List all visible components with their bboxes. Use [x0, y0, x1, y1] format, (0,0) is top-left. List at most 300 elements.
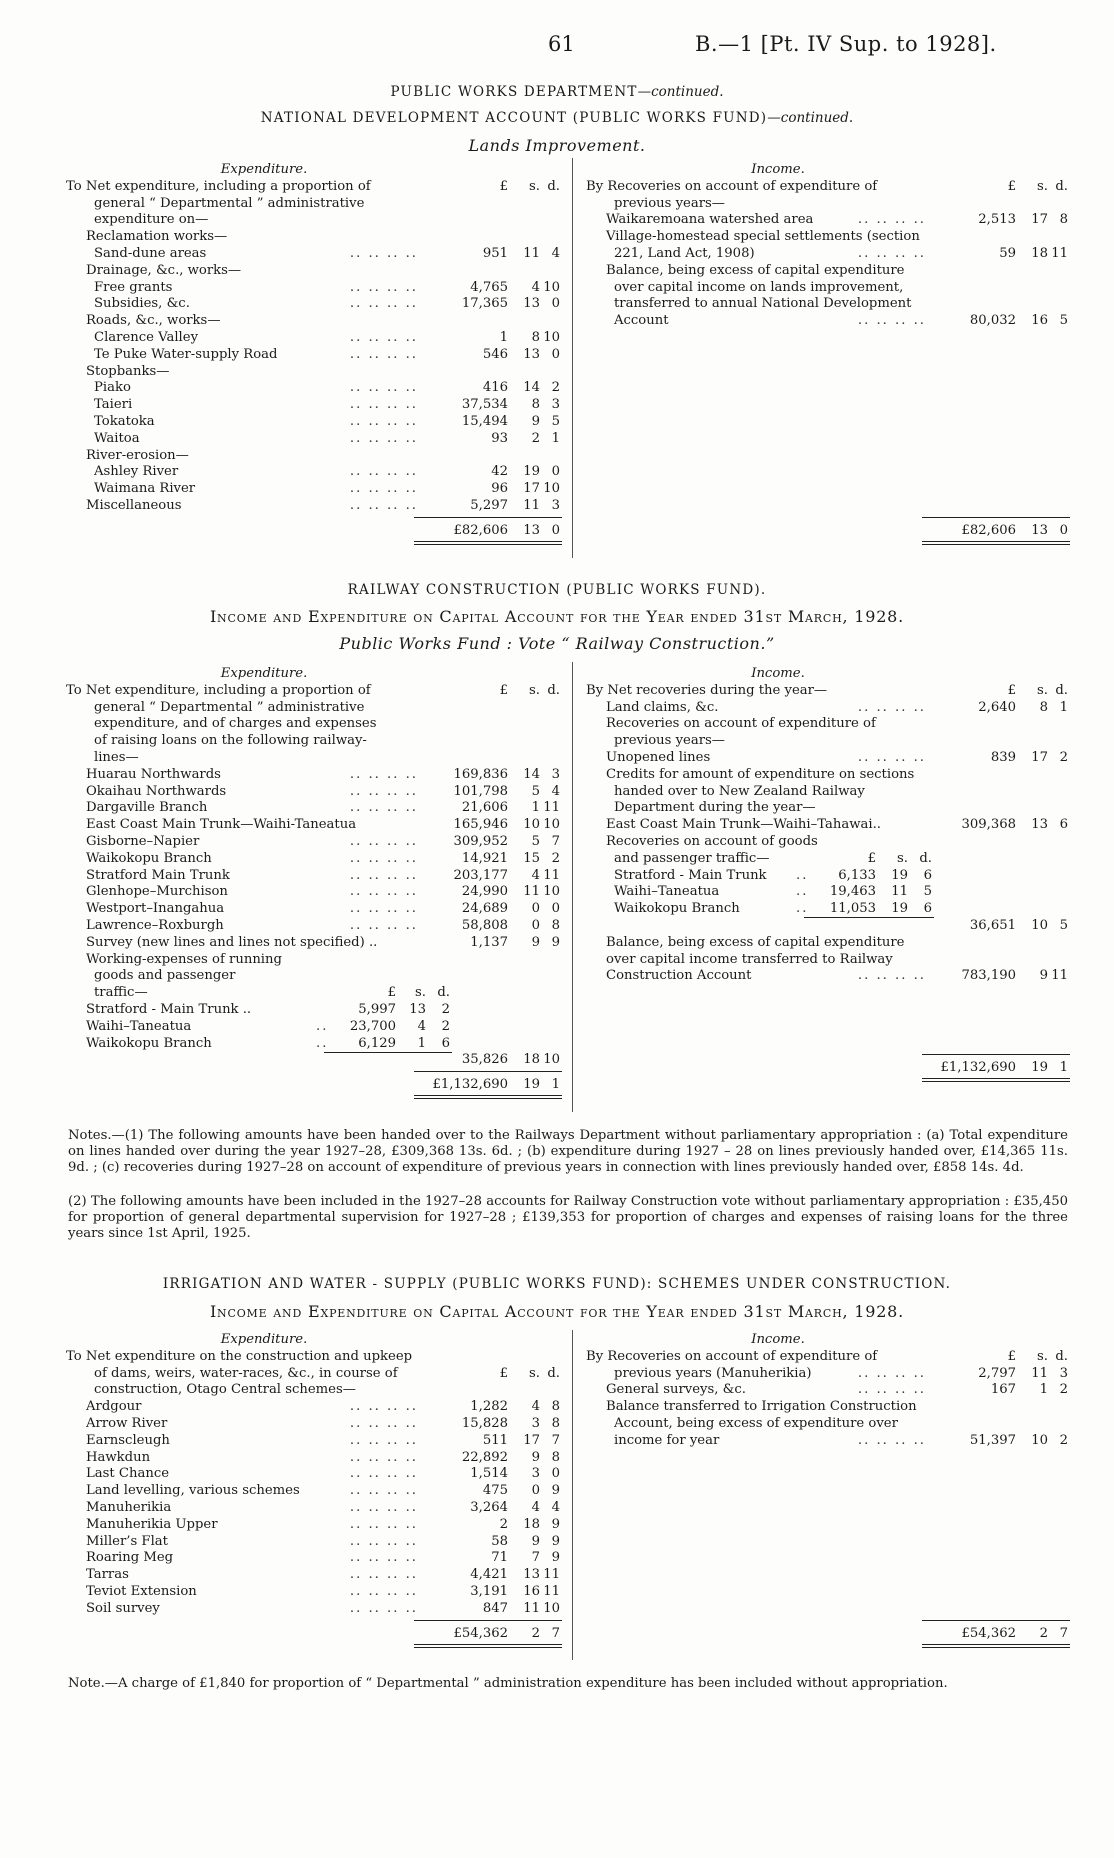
amount-shillings: 9	[531, 1533, 540, 1549]
total-shillings: 13	[523, 522, 540, 538]
amount-pounds: 58	[491, 1533, 508, 1549]
line-label: handed over to New Zealand Railway	[614, 783, 865, 799]
leader-dots: .. .. .. ..	[349, 397, 418, 413]
amount-pence: 10	[543, 817, 560, 833]
pence-header: d.	[1055, 178, 1068, 194]
line-label: lines—	[94, 749, 139, 765]
line-label: 221, Land Act, 1908)	[614, 245, 755, 261]
spacer	[586, 380, 1076, 397]
line-label: Stratford - Main Trunk ..	[86, 1001, 252, 1017]
amount-pence: 11	[1051, 968, 1068, 984]
section2-heading: RAILWAY CONSTRUCTION (PUBLIC WORKS FUND).	[347, 582, 767, 598]
line-label: previous years—	[614, 195, 725, 211]
expenditure-line	[66, 683, 566, 700]
expenditure-line	[66, 1534, 566, 1551]
line-label: Miller’s Flat	[86, 1533, 168, 1549]
amount-shillings: 17	[1031, 212, 1048, 228]
shilling-header: s.	[529, 682, 540, 698]
amount-pence: 9	[551, 1516, 560, 1532]
line-label: general “ Departmental ” administrative	[94, 699, 365, 715]
leader-dots: .. .. .. ..	[857, 1382, 926, 1398]
total-double-rule	[414, 1095, 562, 1099]
shilling-header: s.	[529, 178, 540, 194]
amount-pounds: 71	[491, 1550, 508, 1566]
total-shillings: 2	[531, 1625, 540, 1641]
total-pence: 7	[1059, 1625, 1068, 1641]
total-double-rule	[922, 1078, 1070, 1082]
amount-pence: 9	[551, 1533, 560, 1549]
line-label: Ardgour	[86, 1399, 142, 1415]
income-line	[586, 1366, 1076, 1383]
pound-header: £	[1007, 682, 1016, 698]
amount-pence: 3	[551, 766, 560, 782]
leader-dots: .. .. .. ..	[349, 917, 418, 933]
leader-dots: .. .. .. ..	[349, 1567, 418, 1583]
amount-pence: 9	[551, 1483, 560, 1499]
line-label: of dams, weirs, water-races, &c., in course of	[94, 1365, 398, 1381]
leader-dots: ..	[316, 1018, 329, 1034]
section1-heading: PUBLIC WORKS DEPARTMENT—continued.	[390, 84, 724, 100]
leader-dots: .. .. .. ..	[349, 1449, 418, 1465]
pound-header: £	[1007, 178, 1016, 194]
amount-pence: 10	[543, 1600, 560, 1616]
line-label: By Net recoveries during the year—	[586, 682, 828, 698]
amount-shillings: 4	[531, 1399, 540, 1415]
spacer	[586, 1517, 1076, 1534]
amount-shillings: 17	[523, 1432, 540, 1448]
amount-pence: 2	[1059, 1432, 1068, 1448]
line-label: Huarau Northwards	[86, 766, 221, 782]
income-line	[586, 1382, 1076, 1399]
partial-shillings: 1	[417, 1035, 426, 1051]
leader-dots: .. .. .. ..	[349, 1550, 418, 1566]
partial-pence: 2	[441, 1001, 450, 1017]
expenditure-line	[66, 1399, 566, 1416]
income-total	[586, 1058, 1076, 1078]
line-label: To Net expenditure on the construction and upkeep	[66, 1348, 413, 1364]
line-label: transferred to annual National Development	[614, 296, 912, 312]
expenditure-line	[66, 1382, 566, 1399]
line-label: of raising loans on the following railway-	[94, 733, 367, 749]
amount-pence: 11	[543, 800, 560, 816]
line-label: East Coast Main Trunk—Waihi–Tahawai..	[606, 817, 881, 833]
income-line	[586, 834, 1076, 851]
income-line	[586, 901, 1076, 918]
amount-pounds: 35,826	[461, 1052, 508, 1068]
amount-pence: 3	[551, 397, 560, 413]
income-line	[586, 918, 1076, 935]
amount-shillings: 9	[531, 1449, 540, 1465]
expenditure-line	[66, 498, 566, 515]
expenditure-line	[66, 414, 566, 431]
expenditure-total	[66, 521, 566, 541]
amount-shillings: 0	[531, 917, 540, 933]
expenditure-line	[66, 1052, 566, 1069]
income-line	[586, 263, 1076, 280]
partial-shillings: 13	[409, 1001, 426, 1017]
amount-pence: 11	[543, 867, 560, 883]
amount-pounds: 4,421	[470, 1567, 508, 1583]
spacer	[586, 1584, 1076, 1601]
total-double-rule	[922, 1644, 1070, 1648]
section2-title: Public Works Fund : Vote “ Railway Construction.”	[339, 634, 775, 653]
line-label: By Recoveries on account of expenditure of	[586, 178, 878, 194]
shilling-header: s.	[529, 1365, 540, 1381]
income-line	[586, 683, 1076, 700]
amount-shillings: 18	[523, 1052, 540, 1068]
line-label: Tarras	[86, 1567, 129, 1583]
expenditure-line	[66, 784, 566, 801]
spacer	[586, 414, 1076, 431]
section1-subheading: NATIONAL DEVELOPMENT ACCOUNT (PUBLIC WORKS FUND)—continued.	[260, 110, 854, 126]
income-total	[586, 1624, 1076, 1644]
amount-pounds: 309,368	[961, 817, 1016, 833]
amount-shillings: 10	[1031, 917, 1048, 933]
amount-shillings: 11	[1031, 1365, 1048, 1381]
expenditure-line	[66, 347, 566, 364]
total-shillings: 19	[1031, 1060, 1048, 1076]
line-label: To Net expenditure, including a proportion of	[66, 178, 371, 194]
pence-header: d.	[1055, 682, 1068, 698]
line-label: Gisborne–Napier	[86, 833, 200, 849]
expenditure-line	[66, 817, 566, 834]
expenditure-line	[66, 1416, 566, 1433]
amount-pence: 5	[551, 413, 560, 429]
line-label: Recoveries on account of expenditure of	[606, 716, 876, 732]
leader-dots: .. .. .. ..	[349, 800, 418, 816]
partial-pounds: 11,053	[829, 901, 876, 917]
shilling-header: s.	[1037, 1348, 1048, 1364]
line-label: Hawkdun	[86, 1449, 151, 1465]
section1-title: Lands Improvement.	[468, 136, 646, 155]
partial-pounds: 6,133	[838, 867, 876, 883]
expenditure-line	[66, 246, 566, 263]
expenditure-line	[66, 1517, 566, 1534]
income-line	[586, 313, 1076, 330]
total-rule	[922, 1054, 1070, 1055]
amount-pence: 3	[551, 497, 560, 513]
amount-pounds: 37,534	[461, 397, 508, 413]
spacer	[586, 1500, 1076, 1517]
expenditure-line	[66, 918, 566, 935]
leader-dots: ..	[796, 884, 809, 900]
amount-shillings: 14	[523, 766, 540, 782]
income-line	[586, 1349, 1076, 1366]
income-title: Income.	[751, 666, 805, 681]
leader-dots: .. .. .. ..	[349, 833, 418, 849]
pence-header: d.	[1055, 1348, 1068, 1364]
spacer	[586, 364, 1076, 381]
amount-pounds: 1	[499, 329, 508, 345]
line-label: Roaring Meg	[86, 1550, 174, 1566]
expenditure-line	[66, 716, 566, 733]
amount-shillings: 4	[531, 867, 540, 883]
line-label: By Recoveries on account of expenditure of	[586, 1348, 878, 1364]
partial-shillings: 19	[891, 867, 908, 883]
amount-pence: 8	[551, 1415, 560, 1431]
amount-shillings: 11	[523, 497, 540, 513]
spacer	[586, 347, 1076, 364]
line-label: income for year	[614, 1432, 720, 1448]
line-label: and passenger traffic—	[614, 850, 770, 866]
amount-shillings: 11	[523, 884, 540, 900]
amount-pounds: 24,990	[461, 884, 508, 900]
document-reference: B.—1 [Pt. IV Sup. to 1928].	[695, 32, 997, 56]
page-number: 61	[548, 32, 575, 56]
expenditure-title: Expenditure.	[220, 666, 308, 681]
leader-dots: .. .. .. ..	[349, 1415, 418, 1431]
amount-pence: 2	[1059, 1382, 1068, 1398]
partial-pounds: 19,463	[829, 884, 876, 900]
line-label: Waihi–Taneatua	[614, 884, 720, 900]
line-label: Account, being excess of expenditure over	[614, 1415, 898, 1431]
pound-header: £	[499, 178, 508, 194]
amount-pounds: 96	[491, 481, 508, 497]
section3-subheading: Income and Expenditure on Capital Account for the Year ended 31st March, 1928.	[209, 1302, 905, 1321]
amount-pounds: 2	[499, 1516, 508, 1532]
income-title: Income.	[751, 162, 805, 177]
total-double-rule	[922, 541, 1070, 545]
line-label: Roads, &c., works—	[86, 313, 221, 329]
leader-dots: .. .. .. ..	[857, 1432, 926, 1448]
leader-dots: .. .. .. ..	[857, 245, 926, 261]
line-label: Lawrence–Roxburgh	[86, 917, 224, 933]
leader-dots: .. .. .. ..	[349, 279, 418, 295]
section2-expenditure	[66, 666, 566, 1095]
spacer	[586, 1567, 1076, 1584]
income-line	[586, 817, 1076, 834]
amount-pence: 0	[551, 464, 560, 480]
spacer	[586, 1550, 1076, 1567]
leader-dots: .. .. .. ..	[349, 1466, 418, 1482]
pence-header: d.	[547, 682, 560, 698]
line-label: Last Chance	[86, 1466, 170, 1482]
section1-column-divider	[572, 158, 573, 558]
expenditure-line	[66, 196, 566, 213]
leader-dots: .. .. .. ..	[349, 1432, 418, 1448]
spacer	[586, 985, 1076, 1002]
leader-dots: .. .. .. ..	[349, 346, 418, 362]
line-label: Balance, being excess of capital expenditure	[606, 934, 905, 950]
amount-pence: 8	[551, 917, 560, 933]
expenditure-line	[66, 448, 566, 465]
expenditure-line	[66, 263, 566, 280]
amount-shillings: 13	[523, 346, 540, 362]
section3-column-divider	[572, 1330, 573, 1660]
leader-dots: .. .. .. ..	[857, 699, 926, 715]
section2-subheading: Income and Expenditure on Capital Account for the Year ended 31st March, 1928.	[209, 607, 905, 626]
expenditure-line	[66, 1500, 566, 1517]
leader-dots: ..	[796, 901, 809, 917]
spacer	[586, 1601, 1076, 1618]
expenditure-line	[66, 212, 566, 229]
leader-dots: .. .. .. ..	[349, 481, 418, 497]
amount-shillings: 16	[523, 1583, 540, 1599]
leader-dots: .. .. .. ..	[349, 1483, 418, 1499]
amount-pence: 9	[551, 934, 560, 950]
line-label: Miscellaneous	[86, 497, 182, 513]
total-double-rule	[414, 1644, 562, 1648]
amount-pounds: 14,921	[461, 850, 508, 866]
expenditure-title: Expenditure.	[220, 1332, 308, 1347]
expenditure-line	[66, 1550, 566, 1567]
total-pounds: £54,362	[961, 1625, 1016, 1641]
expenditure-line	[66, 968, 566, 985]
total-pounds: £54,362	[453, 1625, 508, 1641]
line-label: River-erosion—	[86, 447, 189, 463]
line-label: Dargaville Branch	[86, 800, 208, 816]
total-pence: 0	[551, 522, 560, 538]
expenditure-line	[66, 1366, 566, 1383]
expenditure-line	[66, 884, 566, 901]
expenditure-line	[66, 868, 566, 885]
amount-pence: 4	[551, 245, 560, 261]
pence-header: d.	[547, 178, 560, 194]
leader-dots: .. .. .. ..	[349, 245, 418, 261]
partial-pounds: 6,129	[358, 1035, 396, 1051]
expenditure-line	[66, 179, 566, 196]
line-label: over capital income transferred to Railway	[606, 951, 893, 967]
line-label: Clarence Valley	[94, 329, 199, 345]
leader-dots: .. .. .. ..	[349, 884, 418, 900]
expenditure-line	[66, 364, 566, 381]
expenditure-line	[66, 280, 566, 297]
leader-dots: .. .. .. ..	[349, 1600, 418, 1616]
section2-column-divider	[572, 662, 573, 1112]
expenditure-line	[66, 1450, 566, 1467]
amount-pounds: 783,190	[961, 968, 1016, 984]
expenditure-line	[66, 1019, 566, 1036]
leader-dots: .. .. .. ..	[857, 749, 926, 765]
amount-pounds: 167	[990, 1382, 1016, 1398]
partial-pounds: 5,997	[358, 1001, 396, 1017]
amount-pence: 10	[543, 329, 560, 345]
section3-heading: IRRIGATION AND WATER - SUPPLY (PUBLIC WORKS FUND): SCHEMES UNDER CONSTRUCTION.	[162, 1276, 952, 1292]
amount-pence: 5	[1059, 313, 1068, 329]
total-shillings: 2	[1039, 1625, 1048, 1641]
total-rule	[922, 1620, 1070, 1621]
line-label: over capital income on lands improvement,	[614, 279, 904, 295]
amount-shillings: 18	[1031, 245, 1048, 261]
amount-pounds: 2,797	[978, 1365, 1016, 1381]
total-rule	[922, 517, 1070, 518]
line-label: construction, Otago Central schemes—	[94, 1382, 356, 1398]
expenditure-line	[66, 1349, 566, 1366]
income-line	[586, 884, 1076, 901]
leader-dots: .. .. .. ..	[349, 901, 418, 917]
section2-income	[586, 666, 1076, 1078]
amount-pounds: 847	[482, 1600, 508, 1616]
leader-dots: ..	[796, 867, 809, 883]
amount-pounds: 24,689	[461, 901, 508, 917]
line-label: Earnscleugh	[86, 1432, 170, 1448]
expenditure-total	[66, 1624, 566, 1644]
partial-pence: 2	[441, 1018, 450, 1034]
amount-pence: 11	[543, 1567, 560, 1583]
amount-pence: 8	[551, 1449, 560, 1465]
income-line	[586, 868, 1076, 885]
income-line	[586, 1399, 1076, 1416]
amount-pence: 0	[551, 346, 560, 362]
leader-dots: .. .. .. ..	[349, 1399, 418, 1415]
spacer	[586, 397, 1076, 414]
amount-shillings: 9	[1039, 968, 1048, 984]
income-line	[586, 851, 1076, 868]
amount-pence: 4	[551, 783, 560, 799]
amount-pounds: 169,836	[453, 766, 508, 782]
amount-shillings: 1	[1039, 1382, 1048, 1398]
section3-note: Note.—A charge of £1,840 for proportion of “ Departmental ” administration expenditure has been included without appropriation.	[68, 1676, 948, 1691]
pence-header: d.	[437, 985, 450, 1001]
amount-pence: 7	[551, 833, 560, 849]
amount-shillings: 10	[1031, 1432, 1048, 1448]
total-shillings: 13	[1031, 522, 1048, 538]
amount-pounds: 951	[482, 245, 508, 261]
expenditure-line	[66, 700, 566, 717]
spacer	[586, 448, 1076, 465]
partial-pence: 6	[441, 1035, 450, 1051]
total-pounds: £82,606	[453, 522, 508, 538]
line-label: goods and passenger	[94, 968, 236, 984]
amount-shillings: 18	[523, 1516, 540, 1532]
line-label: Stopbanks—	[86, 363, 170, 379]
expenditure-line	[66, 296, 566, 313]
expenditure-line	[66, 952, 566, 969]
pound-header: £	[1007, 1348, 1016, 1364]
expenditure-line	[66, 1584, 566, 1601]
leader-dots: .. .. .. ..	[349, 1499, 418, 1515]
line-label: Waihi–Taneatua	[86, 1018, 192, 1034]
leader-dots: .. .. .. ..	[349, 380, 418, 396]
income-line	[586, 784, 1076, 801]
amount-pounds: 80,032	[969, 313, 1016, 329]
shilling-header: s.	[897, 850, 908, 866]
amount-pounds: 1,514	[470, 1466, 508, 1482]
amount-pounds: 3,264	[470, 1499, 508, 1515]
income-line	[586, 800, 1076, 817]
expenditure-line	[66, 750, 566, 767]
line-label: Construction Account	[606, 968, 752, 984]
partial-pence: 5	[923, 884, 932, 900]
line-label: traffic—	[94, 985, 148, 1001]
spacer	[586, 464, 1076, 481]
amount-shillings: 3	[531, 1415, 540, 1431]
leader-dots: .. .. .. ..	[349, 1583, 418, 1599]
amount-shillings: 1	[531, 800, 540, 816]
line-label: Balance transferred to Irrigation Construction	[606, 1399, 917, 1415]
amount-shillings: 3	[531, 1466, 540, 1482]
expenditure-line	[66, 229, 566, 246]
total-pounds: £82,606	[961, 522, 1016, 538]
pound-header: £	[499, 682, 508, 698]
section1-expenditure	[66, 162, 566, 541]
total-pence: 1	[1059, 1060, 1068, 1076]
line-label: Ashley River	[94, 464, 179, 480]
spacer	[586, 1036, 1076, 1053]
pence-header: d.	[919, 850, 932, 866]
expenditure-line	[66, 1466, 566, 1483]
amount-pence: 10	[543, 279, 560, 295]
income-line	[586, 280, 1076, 297]
amount-shillings: 5	[531, 833, 540, 849]
amount-pence: 9	[551, 1550, 560, 1566]
amount-shillings: 13	[1031, 817, 1048, 833]
amount-pence: 0	[551, 296, 560, 312]
expenditure-line	[66, 1567, 566, 1584]
total-shillings: 19	[523, 1077, 540, 1093]
amount-pounds: 36,651	[969, 917, 1016, 933]
amount-pounds: 416	[482, 380, 508, 396]
